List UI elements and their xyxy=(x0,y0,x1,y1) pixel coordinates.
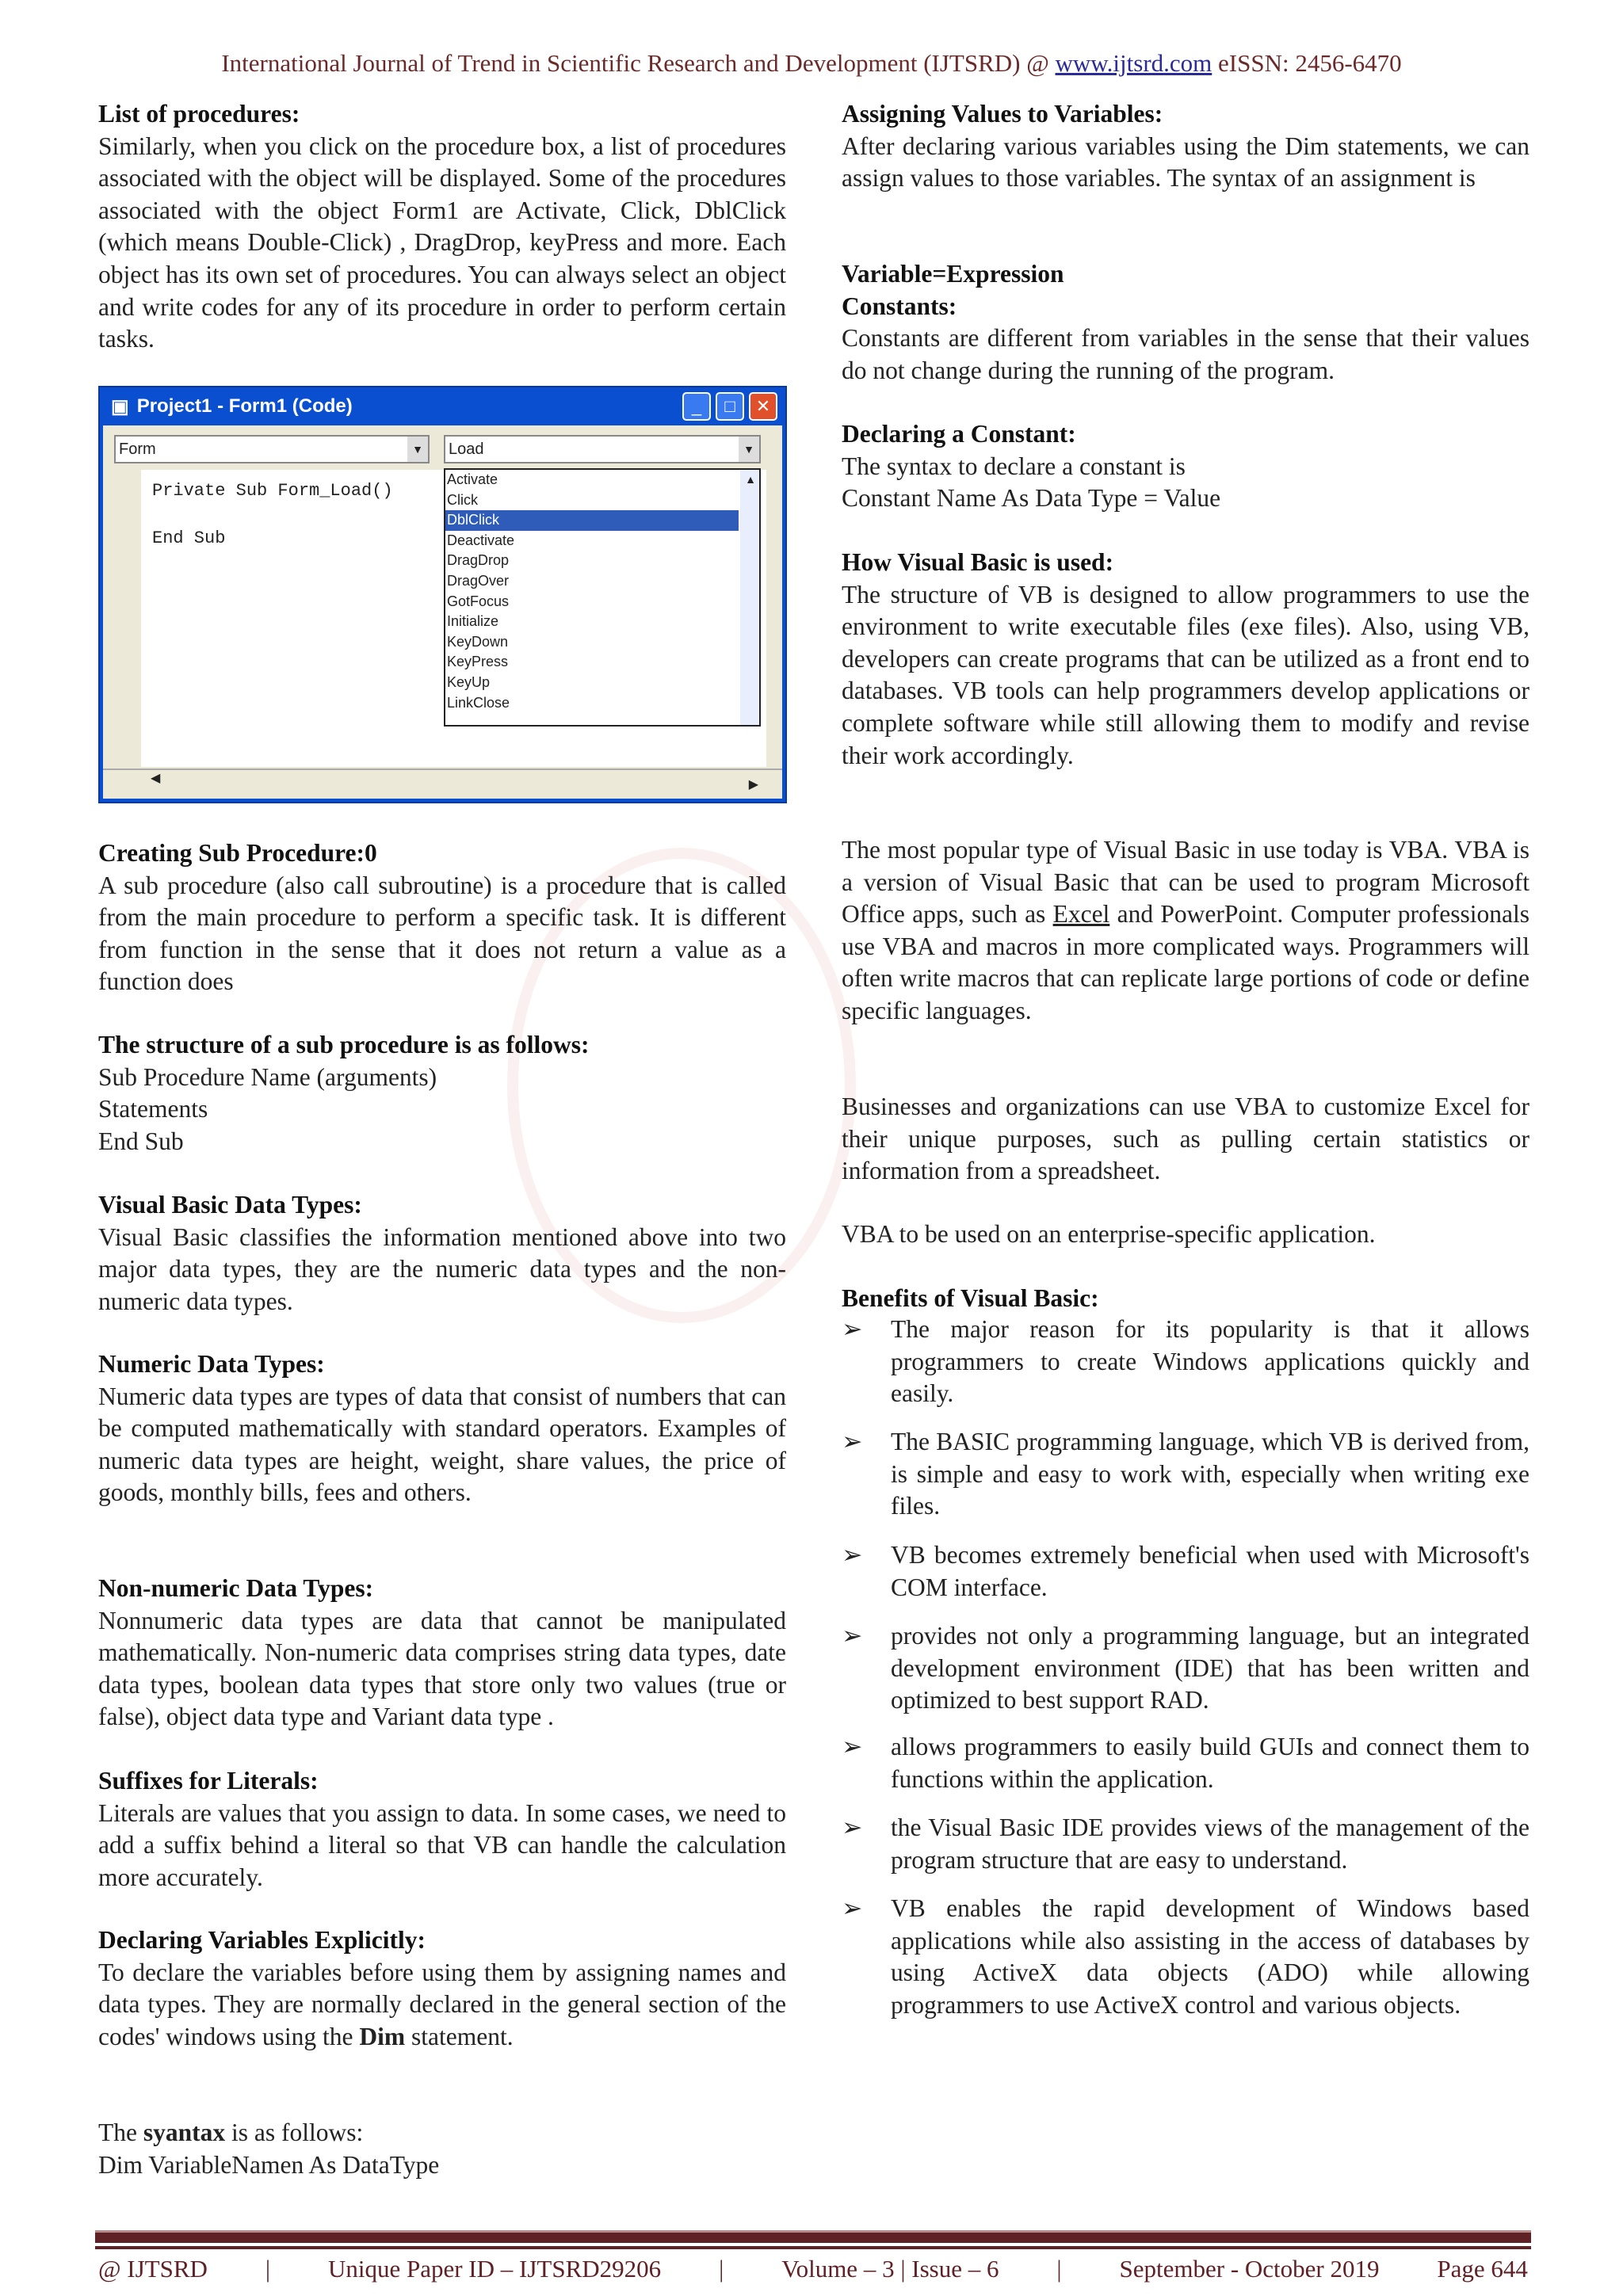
bullet-item xyxy=(842,1426,1529,1523)
section-data-types xyxy=(98,1189,786,1318)
bullet-text: allows programmers to easily build GUIs and connect them to functions within the application. xyxy=(891,1733,1529,1793)
footer-rule-thin xyxy=(95,2246,1531,2249)
text: is as follows: xyxy=(225,2119,364,2146)
heading: Declaring Variables Explicitly: xyxy=(98,1926,426,1954)
section-nonnumeric xyxy=(98,1573,786,1733)
bullet-item xyxy=(842,1314,1529,1410)
running-header xyxy=(0,49,1623,78)
arrow-bullet-icon: ➢ xyxy=(842,1733,863,1760)
footer-rule xyxy=(95,2230,1531,2243)
line: Sub Procedure Name (arguments) xyxy=(98,1062,437,1091)
footer-separator: | xyxy=(265,2255,271,2283)
arrow-bullet-icon: ➢ xyxy=(842,1894,863,1922)
bullet-item xyxy=(842,1812,1529,1876)
window-body xyxy=(103,425,782,799)
list-item[interactable]: DragOver xyxy=(447,572,510,589)
chevron-down-icon[interactable]: ▼ xyxy=(407,437,428,462)
arrow-bullet-icon: ➢ xyxy=(842,1428,863,1455)
bullet-text: VB enables the rapid development of Windows based applications while also assisting in the access of databases by using ActiveX data objects (ADO) while allowing programmers to use ActiveX control and various objects. xyxy=(891,1894,1529,2019)
section-sub-procedure xyxy=(98,837,786,998)
scroll-left-icon[interactable]: ◀ xyxy=(151,772,161,785)
scrollbar[interactable]: ▲ xyxy=(740,470,759,725)
paragraph: A sub procedure (also call subroutine) is a procedure that is called from the main procedure to perform a specific task. It is different from function in the sense that it does not return a value as a function does xyxy=(98,871,786,996)
heading: Non-numeric Data Types: xyxy=(98,1574,374,1602)
footer-item: @ IJTSRD xyxy=(98,2255,208,2283)
list-item[interactable]: Initialize xyxy=(447,613,499,630)
paragraph: Numeric data types are types of data that consist of numbers that can be computed mathematically with standard operators. Examples of numeric data types are height, weight, share values, the price of goods, monthly bills, fees and others. xyxy=(98,1382,786,1507)
vb-code-window-screenshot xyxy=(98,386,787,803)
paragraph: Visual Basic classifies the information mentioned above into two major data types, they are the numeric data types and the non-numeric data types. xyxy=(98,1222,786,1315)
journal-link[interactable]: www.ijtsrd.com xyxy=(1055,49,1212,77)
text: To declare the variables before using them by assigning names and data types. They are normally declared in the general section of the codes' windows using the xyxy=(98,1958,786,2050)
list-item[interactable]: DragDrop xyxy=(447,552,510,569)
section-syntax xyxy=(98,2117,786,2181)
object-combo[interactable] xyxy=(114,435,430,463)
list-item[interactable]: LinkClose xyxy=(447,694,510,711)
line: Statements xyxy=(98,1095,208,1123)
combo-value: Form xyxy=(119,441,156,458)
chevron-down-icon[interactable]: ▼ xyxy=(739,437,759,462)
journal-name: International Journal of Trend in Scientific Research and Development (IJTSRD) @ xyxy=(221,49,1056,77)
line: The syntax to declare a constant is xyxy=(842,452,1186,480)
list-item[interactable]: Deactivate xyxy=(447,532,515,548)
scroll-right-icon[interactable]: ▶ xyxy=(748,778,758,791)
heading: Benefits of Visual Basic: xyxy=(842,1284,1099,1312)
heading: Assigning Values to Variables: xyxy=(842,100,1163,128)
section-benefits xyxy=(842,1283,1529,1315)
issn: eISSN: 2456-6470 xyxy=(1212,49,1402,77)
bullet-text: the Visual Basic IDE provides views of the management of the program structure that are easy to understand. xyxy=(891,1814,1529,1874)
list-item[interactable]: KeyUp xyxy=(447,673,491,690)
paragraph: After declaring various variables using the Dim statements, we can assign values to those variables. The syntax of an assignment is xyxy=(842,132,1529,193)
maximize-icon[interactable]: □ xyxy=(716,392,744,421)
bullet-text: provides not only a programming language, but an integrated development environment (IDE) that has been written and optimized to best support RAD. xyxy=(891,1622,1529,1714)
section-assigning xyxy=(842,98,1529,195)
text: The xyxy=(98,2119,143,2146)
excel-link[interactable]: Excel xyxy=(1052,900,1110,929)
line xyxy=(98,2117,786,2149)
heading: Declaring a Constant: xyxy=(842,420,1076,448)
heading: Suffixes for Literals: xyxy=(98,1767,319,1794)
bullet-item xyxy=(842,1539,1529,1604)
combo-value: Load xyxy=(449,441,484,458)
list-item[interactable]: Activate xyxy=(447,471,498,487)
list-item[interactable]: DblClick xyxy=(445,510,739,531)
paragraph xyxy=(842,834,1529,1028)
code-line: End Sub xyxy=(152,528,226,548)
arrow-bullet-icon: ➢ xyxy=(842,1541,863,1569)
code-line: Dim VariableNamen As DataType xyxy=(98,2150,440,2179)
keyword: syantax xyxy=(143,2119,226,2146)
bullet-text: VB becomes extremely beneficial when used with Microsoft's COM interface. xyxy=(891,1541,1529,1601)
arrow-bullet-icon: ➢ xyxy=(842,1814,863,1841)
paragraph xyxy=(98,1957,786,2054)
bullet-text: The major reason for its popularity is that it allows programmers to create Windows applications quickly and easily. xyxy=(891,1315,1529,1408)
section-structure xyxy=(98,1029,786,1158)
heading: Numeric Data Types: xyxy=(98,1350,325,1378)
section-suffixes xyxy=(98,1765,786,1894)
bullet-item xyxy=(842,1731,1529,1795)
heading: How Visual Basic is used: xyxy=(842,548,1114,576)
text: statement. xyxy=(405,2022,514,2050)
footer-item: Volume – 3 | Issue – 6 xyxy=(781,2255,999,2283)
footer-separator: | xyxy=(1056,2255,1062,2283)
arrow-bullet-icon: ➢ xyxy=(842,1315,863,1343)
text: and PowerPoint. Computer professionals use VBA and macros in more complicated ways. Programmers will often write macros that can replicate large portions of code or define specific languages. xyxy=(842,900,1530,1024)
paragraph: Similarly, when you click on the procedure box, a list of procedures associated with the object will be displayed. Some of the procedures associated with the object Form1 are Activate, Click, DblClick (which means Double-Click) , DragDrop, keyPress and more. Each object has its own set of procedures. You can always select an object and write codes for any of its procedure in order to perform certain tasks. xyxy=(98,132,786,353)
list-item[interactable]: KeyPress xyxy=(447,654,509,670)
paragraph: Nonnumeric data types are data that cannot be manipulated mathematically. Non-numeric data comprises string data types, date data types, boolean data types that store only two values (true or false), object data type and Variant data type . xyxy=(98,1606,786,1731)
horizontal-scrollbar[interactable] xyxy=(103,769,782,799)
footer-item: Unique Paper ID – IJTSRD29206 xyxy=(327,2255,662,2283)
bullet-item xyxy=(842,1620,1529,1717)
minimize-icon[interactable]: _ xyxy=(682,392,711,421)
heading: Visual Basic Data Types: xyxy=(98,1191,362,1219)
list-item[interactable]: GotFocus xyxy=(447,593,510,609)
text: The most popular type of Visual Basic in use today is VBA. VBA is a version of Visual Basic that can be used to program Microsoft Office apps, such as xyxy=(842,836,1529,929)
footer xyxy=(98,2255,1528,2283)
heading: The structure of a sub procedure is as follows: xyxy=(98,1031,590,1058)
section-list-of-procedures xyxy=(98,98,786,356)
paragraph: The structure of VB is designed to allow programmers to use the environment to write executable files (exe files). Also, using VB, developers can create programs that can be utilized as a front end to databases. VB tools can help programmers develop applications or complete software while still allowing them to modify and revise their work accordingly. xyxy=(842,580,1529,769)
heading: Creating Sub Procedure:0 xyxy=(98,839,377,867)
bullet-text: The BASIC programming language, which VB is derived from, is simple and easy to work with, especially when writing exe files. xyxy=(891,1428,1529,1520)
footer-item: September - October 2019 xyxy=(1119,2255,1380,2283)
list-item[interactable]: KeyDown xyxy=(447,633,509,650)
syntax-heading: Variable=Expression xyxy=(842,260,1064,288)
procedure-dropdown-list[interactable] xyxy=(444,468,761,727)
heading: Constants: xyxy=(842,292,957,320)
paragraph: Constants are different from variables in the sense that their values do not change during the running of the program. xyxy=(842,324,1529,384)
section-how-used xyxy=(842,547,1529,772)
section-constants xyxy=(842,258,1529,387)
code-line: Private Sub Form_Load() xyxy=(152,481,393,501)
line: End Sub xyxy=(98,1127,184,1155)
footer-item: Page 644 xyxy=(1437,2255,1528,2283)
section-vba-enterprise xyxy=(842,1219,1529,1251)
line: Constant Name As Data Type = Value xyxy=(842,484,1221,513)
section-declaring-constant xyxy=(842,418,1529,515)
window-icon: ▣ xyxy=(111,395,129,418)
window-title: Project1 - Form1 (Code) xyxy=(136,395,353,417)
section-popular xyxy=(842,834,1529,1028)
heading: List of procedures: xyxy=(98,100,300,128)
paragraph: VBA to be used on an enterprise-specific application. xyxy=(842,1220,1376,1248)
procedure-combo[interactable] xyxy=(444,435,761,463)
bullet-item xyxy=(842,1893,1529,2021)
section-declaring-variables xyxy=(98,1924,786,2053)
arrow-bullet-icon: ➢ xyxy=(842,1622,863,1650)
paragraph: Businesses and organizations can use VBA to customize Excel for their unique purposes, such as pulling certain statistics or information from a spreadsheet. xyxy=(842,1093,1529,1185)
section-businesses xyxy=(842,1091,1529,1188)
footer-separator: | xyxy=(719,2255,724,2283)
section-numeric xyxy=(98,1348,786,1509)
keyword: Dim xyxy=(359,2022,406,2050)
list-item[interactable]: Click xyxy=(447,491,478,508)
paragraph: Literals are values that you assign to data. In some cases, we need to add a suffix behind a literal so that VB can handle the calculation more accurately. xyxy=(98,1798,786,1891)
close-icon[interactable]: ✕ xyxy=(749,392,777,421)
